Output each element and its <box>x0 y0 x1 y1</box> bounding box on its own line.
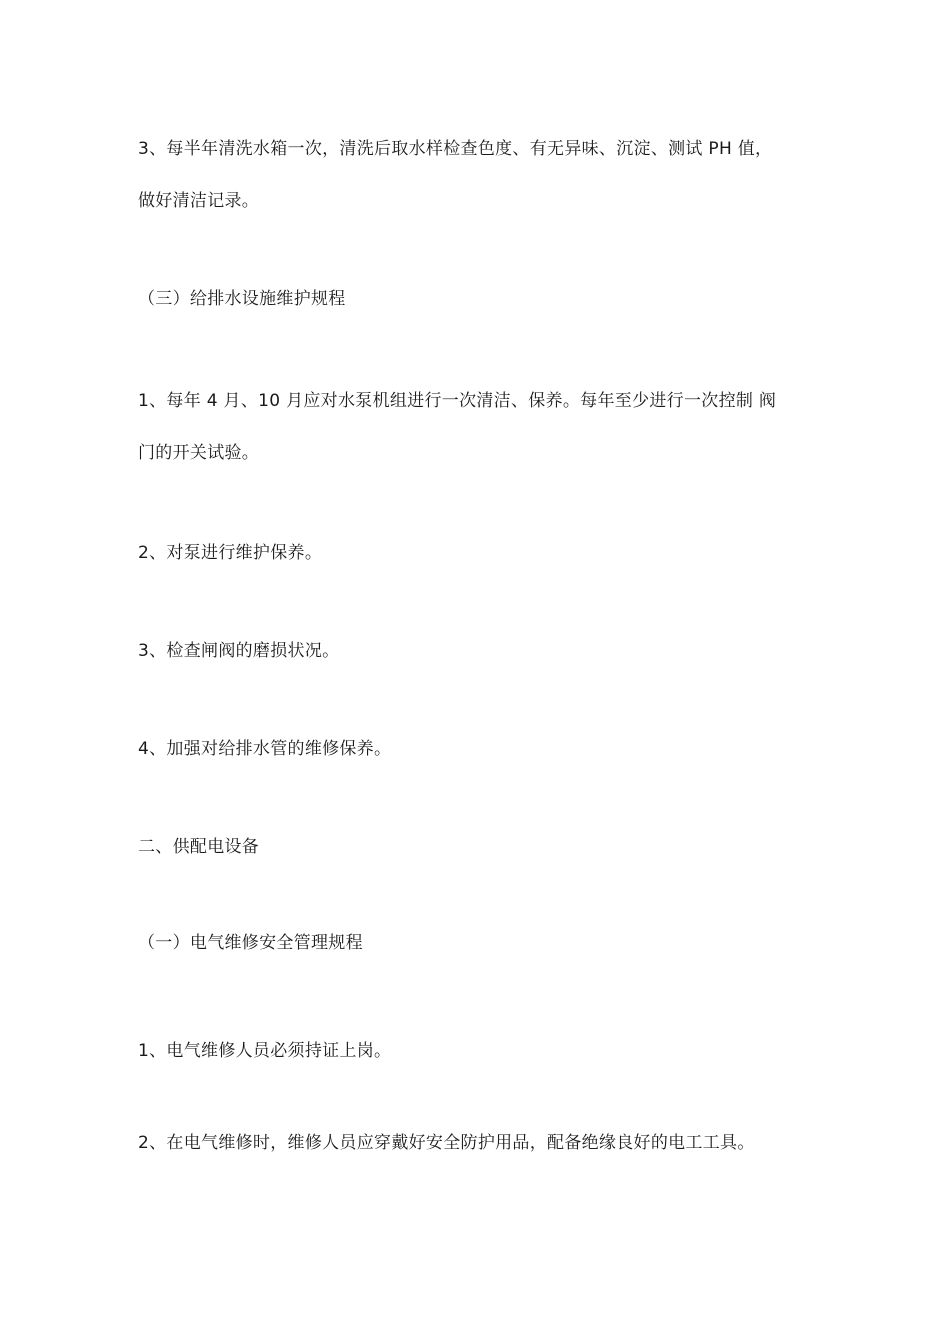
paragraph-protective-equipment: 2、在电气维修时，维修人员应穿戴好安全防护用品，配备绝缘良好的电工工具。 <box>138 1133 755 1153</box>
paragraph-water-tank-cleaning: 3、每半年清洗水箱一次，清洗后取水样检查色度、有无异味、沉淀、测试 PH 值， <box>138 139 773 159</box>
section-heading-power-equipment: 二、供配电设备 <box>138 837 260 857</box>
paragraph-pump-cleaning: 1、每年 4 月、10 月应对水泵机组进行一次清洁、保养。每年至少进行一次控制 阀 <box>138 391 777 411</box>
paragraph-pipe-maintenance: 4、加强对给排水管的维修保养。 <box>138 739 392 759</box>
paragraph-certified-staff: 1、电气维修人员必须持证上岗。 <box>138 1041 392 1061</box>
paragraph-water-tank-cleaning-cont: 做好清洁记录。 <box>138 191 260 211</box>
paragraph-valve-wear-check: 3、检查闸阀的磨损状况。 <box>138 641 340 661</box>
section-heading-electrical-safety: （一）电气维修安全管理规程 <box>138 933 363 953</box>
paragraph-pump-cleaning-cont: 门的开关试验。 <box>138 443 260 463</box>
paragraph-pump-maintenance: 2、对泵进行维护保养。 <box>138 543 323 563</box>
section-heading-water-supply-maint: （三）给排水设施维护规程 <box>138 289 346 309</box>
